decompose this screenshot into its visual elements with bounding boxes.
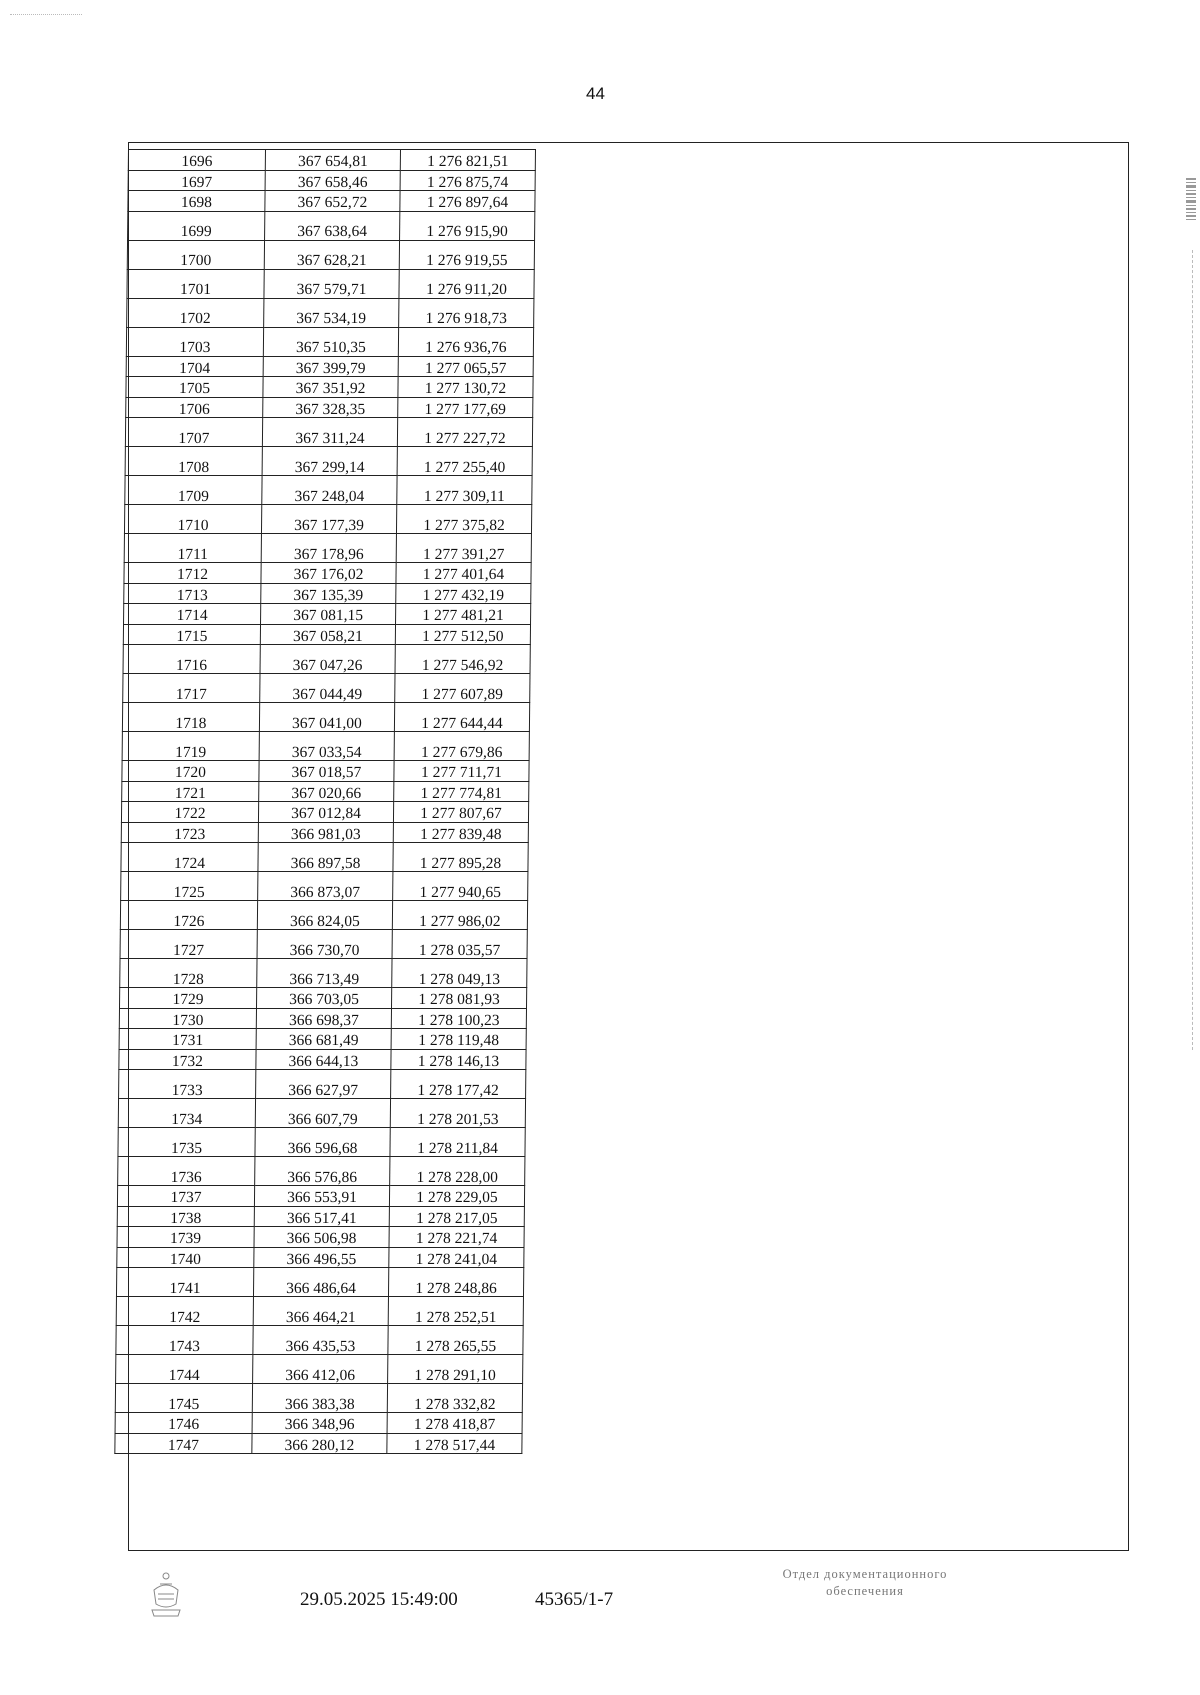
table-row [117, 1227, 524, 1248]
table-row [122, 761, 529, 782]
point-number-cell: 1703 [126, 327, 263, 356]
table-row [115, 1433, 522, 1454]
y-coordinate-cell: 1 277 391,27 [396, 534, 531, 563]
point-number-cell: 1744 [116, 1355, 253, 1384]
table-row [127, 298, 534, 327]
point-number-cell: 1701 [127, 269, 264, 298]
table-row [122, 732, 529, 761]
table-row [116, 1355, 523, 1384]
table-row [124, 583, 531, 604]
x-coordinate-cell: 367 399,79 [263, 356, 398, 377]
table-row [128, 191, 535, 212]
point-number-cell: 1706 [126, 397, 263, 418]
table-row [125, 476, 532, 505]
x-coordinate-cell: 366 897,58 [258, 843, 393, 872]
y-coordinate-cell: 1 277 227,72 [397, 418, 532, 447]
table-row [121, 872, 528, 901]
y-coordinate-cell: 1 276 875,74 [400, 170, 535, 191]
point-number-cell: 1745 [115, 1384, 252, 1413]
x-coordinate-cell: 366 596,68 [255, 1128, 390, 1157]
y-coordinate-cell: 1 278 332,82 [387, 1384, 522, 1413]
point-number-cell: 1747 [115, 1433, 252, 1454]
table-row [119, 1070, 526, 1099]
y-coordinate-cell: 1 276 915,90 [400, 211, 535, 240]
table-row [116, 1268, 523, 1297]
y-coordinate-cell: 1 277 839,48 [393, 822, 528, 843]
x-coordinate-cell: 366 627,97 [256, 1070, 391, 1099]
y-coordinate-cell: 1 277 130,72 [398, 377, 533, 398]
y-coordinate-cell: 1 277 679,86 [394, 732, 529, 761]
y-coordinate-cell: 1 277 481,21 [396, 604, 531, 625]
point-number-cell: 1743 [116, 1326, 253, 1355]
y-coordinate-cell: 1 277 807,67 [393, 802, 528, 823]
x-coordinate-cell: 366 730,70 [257, 930, 392, 959]
point-number-cell: 1702 [127, 298, 264, 327]
x-coordinate-cell: 367 510,35 [263, 327, 398, 356]
y-coordinate-cell: 1 277 065,57 [398, 356, 533, 377]
table-row [128, 211, 535, 240]
table-row [118, 1128, 525, 1157]
y-coordinate-cell: 1 277 986,02 [392, 901, 527, 930]
table-row [127, 269, 534, 298]
x-coordinate-cell: 367 012,84 [258, 802, 393, 823]
x-coordinate-cell: 367 328,35 [263, 397, 398, 418]
point-number-cell: 1739 [117, 1227, 254, 1248]
point-number-cell: 1740 [117, 1247, 254, 1268]
table-row [125, 447, 532, 476]
point-number-cell: 1731 [119, 1029, 256, 1050]
point-number-cell: 1746 [115, 1413, 252, 1434]
point-number-cell: 1720 [122, 761, 259, 782]
y-coordinate-cell: 1 276 936,76 [398, 327, 533, 356]
x-coordinate-cell: 366 824,05 [257, 901, 392, 930]
point-number-cell: 1714 [124, 604, 261, 625]
x-coordinate-cell: 367 033,54 [259, 732, 394, 761]
point-number-cell: 1725 [121, 872, 258, 901]
table-row [126, 327, 533, 356]
point-number-cell: 1732 [119, 1049, 256, 1070]
footer-document-number: 45365/1-7 [535, 1589, 614, 1610]
x-coordinate-cell: 367 311,24 [262, 418, 397, 447]
point-number-cell: 1698 [128, 191, 265, 212]
point-number-cell: 1736 [118, 1157, 255, 1186]
table-row [123, 674, 530, 703]
y-coordinate-cell: 1 278 119,48 [391, 1029, 526, 1050]
point-number-cell: 1735 [118, 1128, 255, 1157]
point-number-cell: 1738 [117, 1206, 254, 1227]
table-row [121, 802, 528, 823]
y-coordinate-cell: 1 277 177,69 [398, 397, 533, 418]
y-coordinate-cell: 1 277 255,40 [397, 447, 532, 476]
table-row [126, 356, 533, 377]
y-coordinate-cell: 1 277 401,64 [396, 563, 531, 584]
y-coordinate-cell: 1 278 049,13 [392, 959, 527, 988]
x-coordinate-cell: 367 579,71 [264, 269, 399, 298]
y-coordinate-cell: 1 278 517,44 [387, 1433, 522, 1454]
y-coordinate-cell: 1 277 895,28 [393, 843, 528, 872]
x-coordinate-cell: 366 486,64 [253, 1268, 388, 1297]
y-coordinate-cell: 1 278 146,13 [391, 1049, 526, 1070]
point-number-cell: 1707 [125, 418, 262, 447]
point-number-cell: 1724 [121, 843, 258, 872]
stamp-line-2: обеспечения [826, 1584, 904, 1598]
x-coordinate-cell: 367 176,02 [261, 563, 396, 584]
x-coordinate-cell: 366 517,41 [254, 1206, 389, 1227]
point-number-cell: 1713 [124, 583, 261, 604]
x-coordinate-cell: 367 351,92 [263, 377, 398, 398]
point-number-cell: 1742 [116, 1297, 253, 1326]
x-coordinate-cell: 367 041,00 [259, 703, 394, 732]
x-coordinate-cell: 367 652,72 [265, 191, 400, 212]
table-row [126, 397, 533, 418]
x-coordinate-cell: 366 280,12 [252, 1433, 387, 1454]
y-coordinate-cell: 1 276 919,55 [399, 240, 534, 269]
point-number-cell: 1715 [123, 624, 260, 645]
table-row [120, 930, 527, 959]
point-number-cell: 1699 [128, 211, 265, 240]
x-coordinate-cell: 366 607,79 [255, 1099, 390, 1128]
x-coordinate-cell: 367 081,15 [261, 604, 396, 625]
table-row [120, 901, 527, 930]
y-coordinate-cell: 1 278 201,53 [390, 1099, 525, 1128]
scan-edge-line [1192, 250, 1194, 1050]
table-row [122, 703, 529, 732]
x-coordinate-cell: 366 464,21 [253, 1297, 388, 1326]
table-row [124, 505, 531, 534]
y-coordinate-cell: 1 278 265,55 [388, 1326, 523, 1355]
table-row [119, 1049, 526, 1070]
table-row [123, 624, 530, 645]
table-row [124, 604, 531, 625]
point-number-cell: 1709 [125, 476, 262, 505]
table-row [127, 240, 534, 269]
x-coordinate-cell: 366 496,55 [254, 1247, 389, 1268]
x-coordinate-cell: 366 703,05 [257, 988, 392, 1009]
point-number-cell: 1729 [120, 988, 257, 1009]
point-number-cell: 1700 [127, 240, 264, 269]
coordinates-table [114, 149, 536, 1454]
y-coordinate-cell: 1 277 711,71 [394, 761, 529, 782]
point-number-cell: 1717 [123, 674, 260, 703]
table-row [118, 1157, 525, 1186]
y-coordinate-cell: 1 278 177,42 [391, 1070, 526, 1099]
point-number-cell: 1734 [118, 1099, 255, 1128]
x-coordinate-cell: 366 873,07 [258, 872, 393, 901]
point-number-cell: 1721 [122, 781, 259, 802]
point-number-cell: 1733 [119, 1070, 256, 1099]
point-number-cell: 1716 [123, 645, 260, 674]
y-coordinate-cell: 1 276 897,64 [400, 191, 535, 212]
x-coordinate-cell: 367 248,04 [262, 476, 397, 505]
x-coordinate-cell: 366 553,91 [254, 1186, 389, 1207]
x-coordinate-cell: 366 348,96 [252, 1413, 387, 1434]
y-coordinate-cell: 1 278 100,23 [391, 1008, 526, 1029]
x-coordinate-cell: 367 654,81 [265, 150, 400, 171]
x-coordinate-cell: 366 981,03 [258, 822, 393, 843]
table-row [125, 418, 532, 447]
table-row [122, 781, 529, 802]
point-number-cell: 1741 [116, 1268, 253, 1297]
y-coordinate-cell: 1 276 821,51 [400, 150, 535, 171]
point-number-cell: 1719 [122, 732, 259, 761]
y-coordinate-cell: 1 277 375,82 [396, 505, 531, 534]
y-coordinate-cell: 1 277 774,81 [394, 781, 529, 802]
point-number-cell: 1718 [122, 703, 259, 732]
x-coordinate-cell: 366 576,86 [255, 1157, 390, 1186]
point-number-cell: 1704 [126, 356, 263, 377]
table-row [123, 645, 530, 674]
x-coordinate-cell: 367 299,14 [262, 447, 397, 476]
y-coordinate-cell: 1 278 211,84 [390, 1128, 525, 1157]
table-row [120, 959, 527, 988]
coordinates-table-body [115, 150, 536, 1454]
y-coordinate-cell: 1 278 291,10 [388, 1355, 523, 1384]
y-coordinate-cell: 1 277 607,89 [395, 674, 530, 703]
table-row [121, 822, 528, 843]
x-coordinate-cell: 366 713,49 [257, 959, 392, 988]
table-row [117, 1206, 524, 1227]
table-row [118, 1099, 525, 1128]
y-coordinate-cell: 1 278 035,57 [392, 930, 527, 959]
y-coordinate-cell: 1 277 512,50 [395, 624, 530, 645]
scan-edge-mark [10, 14, 82, 16]
point-number-cell: 1710 [124, 505, 261, 534]
x-coordinate-cell: 367 658,46 [265, 170, 400, 191]
point-number-cell: 1696 [128, 150, 265, 171]
y-coordinate-cell: 1 278 248,86 [388, 1268, 523, 1297]
stamp-line-1: Отдел документационного [782, 1567, 948, 1581]
table-row [119, 1008, 526, 1029]
x-coordinate-cell: 367 135,39 [261, 583, 396, 604]
point-number-cell: 1711 [124, 534, 261, 563]
point-number-cell: 1723 [121, 822, 258, 843]
x-coordinate-cell: 366 644,13 [256, 1049, 391, 1070]
y-coordinate-cell: 1 276 918,73 [399, 298, 534, 327]
y-coordinate-cell: 1 278 221,74 [389, 1227, 524, 1248]
x-coordinate-cell: 367 178,96 [261, 534, 396, 563]
table-row [117, 1186, 524, 1207]
coat-of-arms-icon [146, 1570, 186, 1620]
point-number-cell: 1722 [121, 802, 258, 823]
y-coordinate-cell: 1 278 229,05 [389, 1186, 524, 1207]
table-row [116, 1326, 523, 1355]
table-row [115, 1413, 522, 1434]
table-row [128, 170, 535, 191]
x-coordinate-cell: 367 534,19 [264, 298, 399, 327]
y-coordinate-cell: 1 277 940,65 [393, 872, 528, 901]
y-coordinate-cell: 1 278 418,87 [387, 1413, 522, 1434]
x-coordinate-cell: 367 177,39 [261, 505, 396, 534]
point-number-cell: 1697 [128, 170, 265, 191]
x-coordinate-cell: 367 638,64 [265, 211, 400, 240]
y-coordinate-cell: 1 277 644,44 [394, 703, 529, 732]
department-stamp [715, 1566, 1015, 1600]
point-number-cell: 1705 [126, 377, 263, 398]
footer-date: 29.05.2025 15:49:00 [300, 1589, 458, 1610]
table-row [120, 988, 527, 1009]
x-coordinate-cell: 366 435,53 [253, 1326, 388, 1355]
x-coordinate-cell: 367 044,49 [260, 674, 395, 703]
y-coordinate-cell: 1 278 081,93 [392, 988, 527, 1009]
y-coordinate-cell: 1 277 432,19 [396, 583, 531, 604]
x-coordinate-cell: 367 628,21 [264, 240, 399, 269]
table-row [121, 843, 528, 872]
y-coordinate-cell: 1 277 546,92 [395, 645, 530, 674]
x-coordinate-cell: 366 698,37 [256, 1008, 391, 1029]
point-number-cell: 1708 [125, 447, 262, 476]
y-coordinate-cell: 1 278 217,05 [389, 1206, 524, 1227]
page-number: 44 [586, 84, 605, 103]
point-number-cell: 1737 [117, 1186, 254, 1207]
x-coordinate-cell: 366 681,49 [256, 1029, 391, 1050]
x-coordinate-cell: 367 047,26 [260, 645, 395, 674]
point-number-cell: 1727 [120, 930, 257, 959]
table-row [124, 563, 531, 584]
y-coordinate-cell: 1 278 241,04 [389, 1247, 524, 1268]
y-coordinate-cell: 1 277 309,11 [397, 476, 532, 505]
point-number-cell: 1712 [124, 563, 261, 584]
table-row [117, 1247, 524, 1268]
table-row [119, 1029, 526, 1050]
y-coordinate-cell: 1 278 252,51 [388, 1297, 523, 1326]
table-row [116, 1297, 523, 1326]
x-coordinate-cell: 367 018,57 [259, 761, 394, 782]
table-row [115, 1384, 522, 1413]
x-coordinate-cell: 367 058,21 [260, 624, 395, 645]
table-row [124, 534, 531, 563]
table-row [126, 377, 533, 398]
point-number-cell: 1726 [120, 901, 257, 930]
point-number-cell: 1730 [119, 1008, 256, 1029]
table-row [128, 150, 535, 171]
point-number-cell: 1728 [120, 959, 257, 988]
x-coordinate-cell: 367 020,66 [259, 781, 394, 802]
y-coordinate-cell: 1 278 228,00 [390, 1157, 525, 1186]
x-coordinate-cell: 366 383,38 [252, 1384, 387, 1413]
scan-barcode-mark [1186, 178, 1196, 248]
x-coordinate-cell: 366 506,98 [254, 1227, 389, 1248]
x-coordinate-cell: 366 412,06 [253, 1355, 388, 1384]
y-coordinate-cell: 1 276 911,20 [399, 269, 534, 298]
